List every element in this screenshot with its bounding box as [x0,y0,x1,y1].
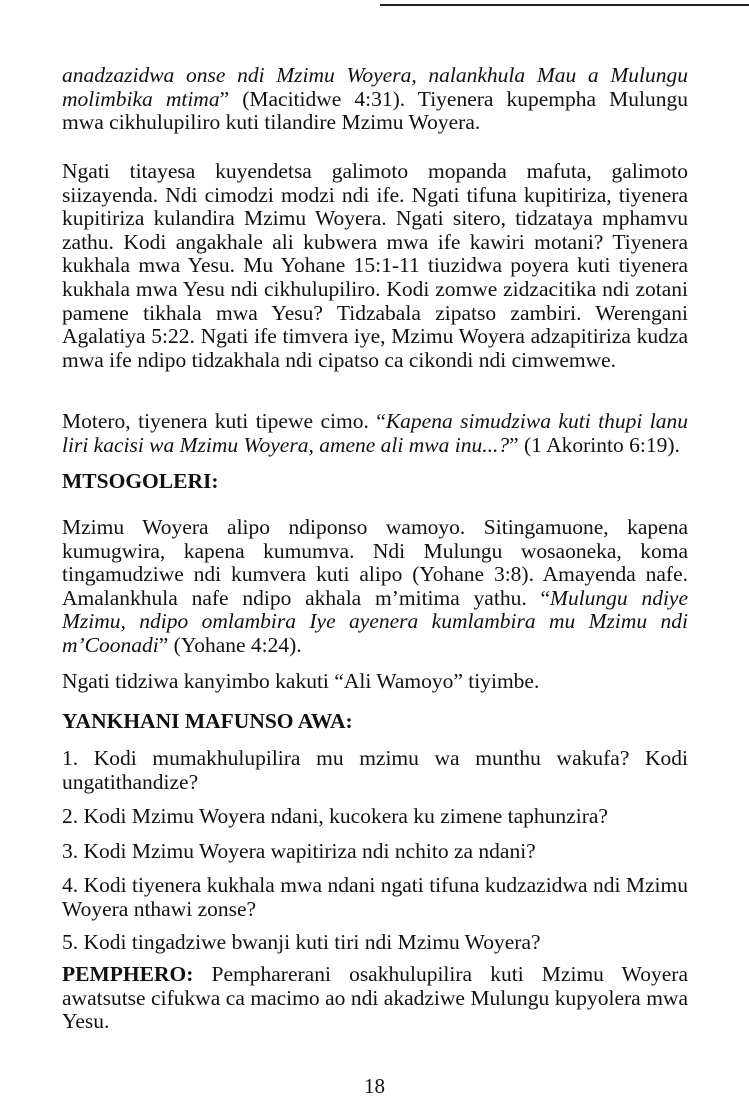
text: Ngati tidziwa kanyimbo kakuti “Ali Wamoyo” tiyimbe. [62,669,540,693]
prayer-text: Pempharerani osakhulupilira kuti Mzimu Woyera awatsutse cifukwa ca macimo ao ndi akadziwe Mulungu kupyolera mwa Yesu. [62,962,688,1034]
paragraph-4 [62,516,688,658]
paragraph-2 [62,160,688,372]
text: Motero, tiyenera kuti tipewe cimo. “ [62,409,386,433]
italic-quote: anadzazidwa onse ndi Mzimu Woyera, nalankhula Mau a Mulungu molimbika mtima [62,63,688,111]
question-3: 3. Kodi Mzimu Woyera wapitiriza ndi nchito za ndani? [62,839,536,863]
text: ” (Yohane 4:24). [158,632,302,657]
prayer-label: PEMPHERO: [62,962,194,986]
paragraph-5 [62,670,688,694]
question-2: 2. Kodi Mzimu Woyera ndani, kucokera ku zimene taphunzira? [62,804,608,828]
top-rule [380,4,749,6]
text: Ngati titayesa kuyendetsa galimoto mopanda mafuta, galimoto siizayenda. Ndi cimodzi modzi ndi ife. Ngati tifuna kupitiriza, tiyenera kupitiriza kulandira Mzimu Woyera. Ngati sitero, tidzataya mphamvu zathu. Kodi angakhale ali kubwera mwa ife kawiri motani? Tiyenera kukhala mwa Yesu. Mu Yohane 15:1-11 tiuzidwa poyera kuti tiyenera kukhala mwa Yesu ndi cikhulupiliro. Kodi zomwe zidzacitika ndi zotani pamene tikhala mwa Yesu? Tidzabala zipatso zambiri. Werengani Agalatiya 5:22. Ngati ife timvera iye, Mzimu Woyera adzapitiriza kudza mwa ife ndipo tidzakhala ndi cipatso ca cikondi ndi cimwemwe. [62,159,688,372]
question-4: 4. Kodi tiyenera kukhala mwa ndani ngati tifuna kudzazidwa ndi Mzimu Woyera nthawi zonse? [62,873,688,921]
paragraph-3 [62,410,688,457]
question-5: 5. Kodi tingadziwe bwanji kuti tiri ndi Mzimu Woyera? [62,930,541,954]
text: Mzimu Woyera alipo ndiponso wamoyo. Sitingamuone, kapena kumugwira, kapena kumumva. Ndi Mulungu wosaoneka, koma tingamudziwe ndi kumvera kuti alipo (Yohane 3:8). Amayenda nafe. Amalankhula nafe ndipo akhala m’mitima yathu. “ [62,515,688,610]
text: ” (1 Akorinto 6:19). [509,432,680,457]
italic-quote: Mulungu ndiye Mzimu, ndipo omlambira Iye ayenera kumlambira mu Mzimu ndi m’Coonadi [62,585,688,657]
page-number: 18 [364,1074,385,1098]
question-1: 1. Kodi mumakhulupilira mu mzimu wa munthu wakufa? Kodi ungatithandize? [62,746,688,794]
italic-quote: Kapena simudziwa kuti thupi lanu liri kacisi wa Mzimu Woyera, amene ali mwa inu...? [62,409,688,457]
prayer [62,963,688,1034]
heading-questions: YANKHANI MAFUNSO AWA: [62,709,353,733]
heading-mtsogoleri: MTSOGOLERI: [62,469,219,493]
text: ” (Macitidwe 4:31). Tiyenera kupempha Mulungu mwa cikhulupiliro kuti tilandire Mzimu Woyera. [62,86,688,135]
paragraph-1 [62,64,688,135]
